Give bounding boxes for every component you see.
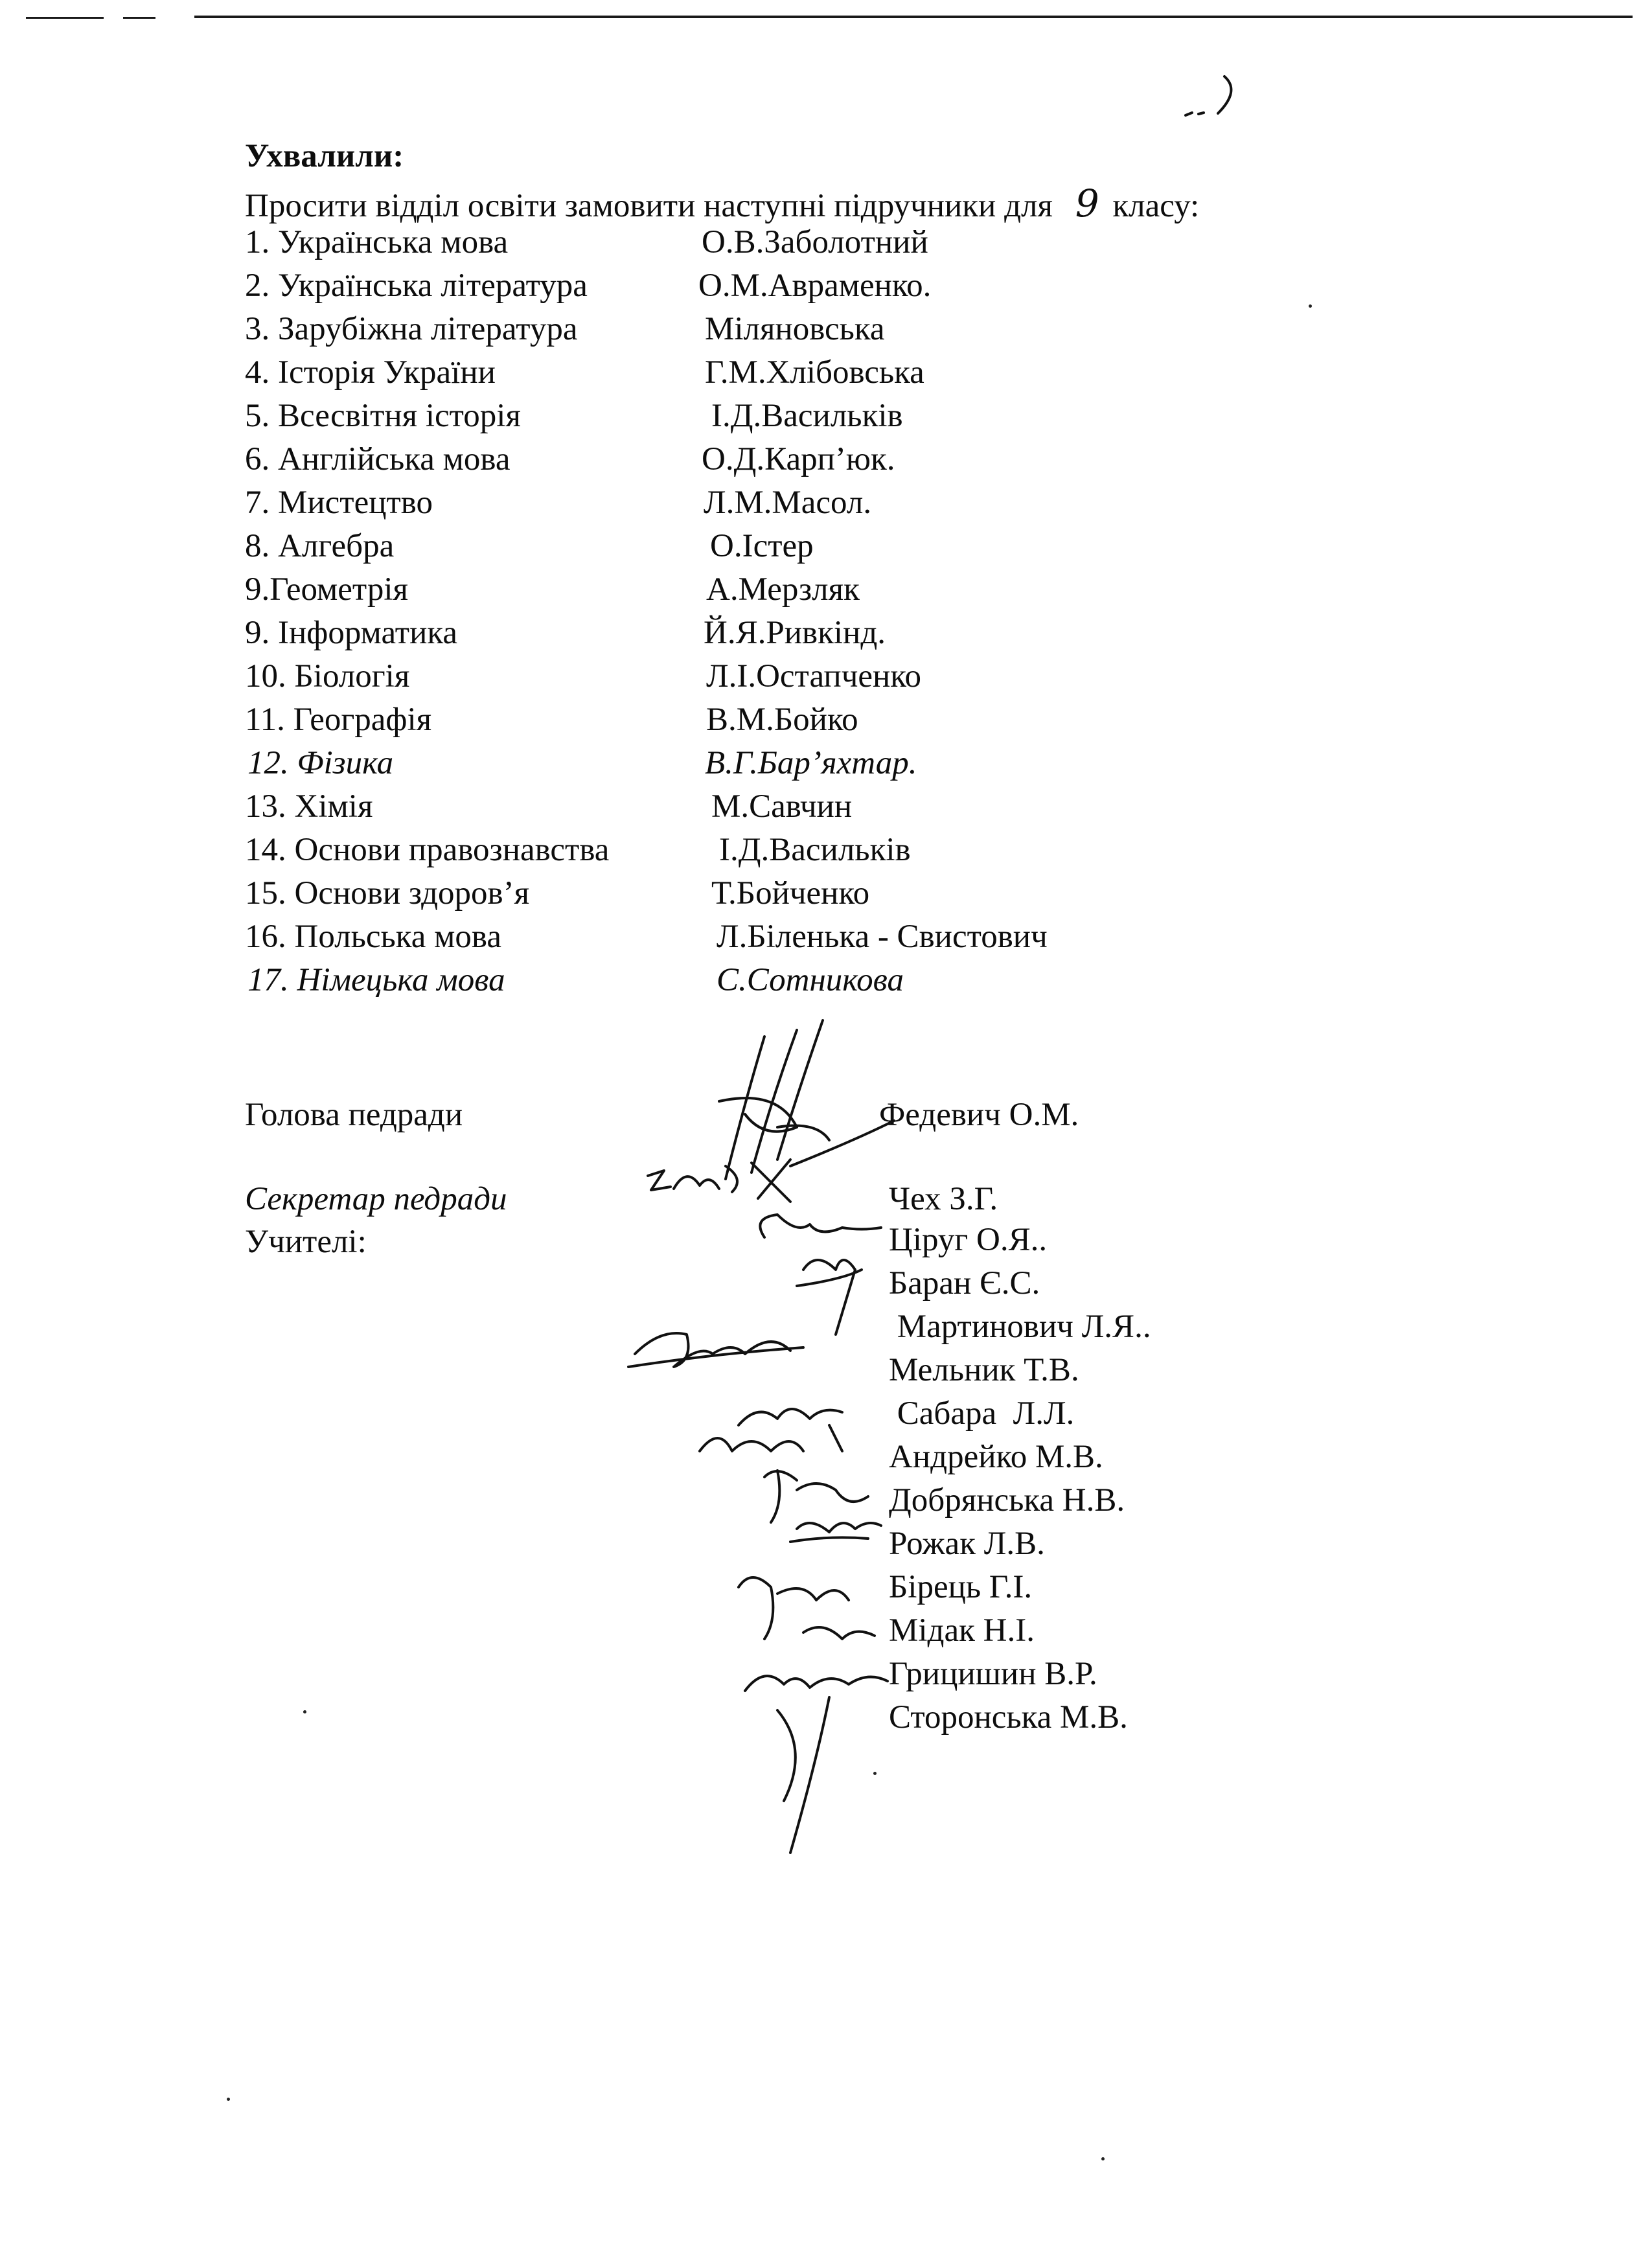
textbook-row bbox=[245, 267, 1152, 310]
textbook-row bbox=[245, 310, 1152, 354]
textbook-subject: 5. Всесвітня історія bbox=[245, 398, 521, 434]
textbook-subject: 9. Інформатика bbox=[245, 615, 458, 651]
teachers-list bbox=[889, 1221, 1151, 1742]
textbook-subject: 12. Фізика bbox=[247, 745, 394, 781]
textbook-author: С.Сотникова bbox=[717, 962, 904, 998]
textbook-author: Й.Я.Ривкінд. bbox=[704, 615, 886, 651]
textbook-author: Л.І.Остапченко bbox=[706, 658, 921, 694]
textbook-author: О.М.Авраменко. bbox=[698, 268, 932, 304]
textbook-row bbox=[245, 441, 1152, 484]
textbook-author: Т.Бойченко bbox=[711, 875, 870, 911]
textbook-subject: 6. Англійська мова bbox=[245, 441, 511, 477]
textbook-author: Г.М.Хлібовська bbox=[705, 354, 924, 391]
textbook-row bbox=[245, 571, 1152, 614]
teacher-name: Ціруг О.Я.. bbox=[889, 1222, 1048, 1258]
textbook-author: М.Савчин bbox=[711, 788, 853, 825]
textbook-row bbox=[245, 354, 1152, 397]
textbook-subject: 17. Німецька мова bbox=[247, 962, 505, 998]
teacher-name: Андрейко М.В. bbox=[889, 1439, 1103, 1475]
teacher-name: Бірець Г.І. bbox=[889, 1569, 1033, 1605]
textbook-row bbox=[245, 788, 1152, 831]
textbook-row bbox=[245, 223, 1152, 267]
textbook-row bbox=[245, 484, 1152, 527]
textbook-subject: 4. Історія України bbox=[245, 354, 496, 391]
textbook-author: О.Істер bbox=[710, 528, 814, 564]
textbook-row bbox=[245, 614, 1152, 658]
scan-speck bbox=[227, 2098, 230, 2101]
teacher-name: Мельник Т.В. bbox=[889, 1352, 1079, 1388]
textbook-subject: 10. Біологія bbox=[245, 658, 410, 694]
textbook-row bbox=[245, 397, 1152, 441]
teacher-signature bbox=[764, 1471, 868, 1522]
teacher-signature bbox=[628, 1333, 803, 1367]
teacher-name: Грицишин В.Р. bbox=[889, 1656, 1097, 1692]
teacher-name: Баран Є.С. bbox=[889, 1265, 1040, 1301]
intro-suffix: класу: bbox=[1112, 188, 1200, 224]
textbook-row bbox=[245, 658, 1152, 701]
textbook-row bbox=[245, 918, 1152, 961]
secretary-label: Секретар педради bbox=[245, 1181, 507, 1217]
textbook-subject: 3. Зарубіжна література bbox=[245, 311, 578, 347]
textbook-row bbox=[245, 831, 1152, 875]
textbook-list bbox=[245, 223, 1152, 1005]
textbook-row bbox=[245, 961, 1152, 1005]
scan-edge-line bbox=[194, 16, 1633, 18]
textbook-subject: 7. Мистецтво bbox=[245, 485, 433, 521]
teacher-signature bbox=[797, 1260, 862, 1334]
textbook-author: О.В.Заболотний bbox=[702, 224, 928, 260]
textbook-subject: 2. Українська література bbox=[245, 268, 588, 304]
corner-mark bbox=[1186, 76, 1231, 115]
textbook-subject: 15. Основи здоров’я bbox=[245, 875, 530, 911]
grade-handwritten: 9 bbox=[1075, 181, 1099, 225]
teacher-name: Сабара Л.Л. bbox=[889, 1395, 1075, 1432]
textbook-subject: 16. Польська мова bbox=[245, 919, 501, 955]
textbook-row bbox=[245, 875, 1152, 918]
scan-speck bbox=[1101, 2157, 1105, 2160]
teacher-signature bbox=[790, 1523, 881, 1542]
intro-text: Просити відділ освіти замовити наступні підручники для bbox=[245, 188, 1053, 224]
chair-signature bbox=[719, 1020, 894, 1179]
textbook-subject: 9.Геометрія bbox=[245, 571, 408, 608]
scan-speck bbox=[873, 1772, 877, 1775]
textbook-row bbox=[245, 527, 1152, 571]
teachers-label: Учителі: bbox=[245, 1224, 367, 1260]
textbook-author: В.Г.Бар’яхтар. bbox=[705, 745, 917, 781]
textbook-author: Міляновська bbox=[705, 311, 885, 347]
teacher-name: Добрянська Н.В. bbox=[889, 1482, 1125, 1518]
textbook-subject: 8. Алгебра bbox=[245, 528, 395, 564]
secretary-name: Чех З.Г. bbox=[889, 1181, 998, 1217]
decision-intro bbox=[245, 181, 1199, 225]
teacher-name: Мідак Н.І. bbox=[889, 1612, 1035, 1649]
scan-speck bbox=[1309, 304, 1312, 308]
textbook-subject: 14. Основи правознавства bbox=[245, 832, 610, 868]
textbook-author: Л.М.Масол. bbox=[704, 485, 872, 521]
chair-label: Голова педради bbox=[245, 1097, 463, 1133]
teacher-name: Рожак Л.В. bbox=[889, 1526, 1045, 1562]
textbook-author: І.Д.Васильків bbox=[719, 832, 911, 868]
teacher-signature bbox=[700, 1409, 842, 1451]
textbook-subject: 1. Українська мова bbox=[245, 224, 509, 260]
scan-edge-line bbox=[26, 17, 104, 19]
textbook-subject: 11. Географія bbox=[245, 702, 432, 738]
textbook-author: В.М.Бойко bbox=[706, 702, 858, 738]
scan-edge-line bbox=[123, 17, 155, 19]
textbook-subject: 13. Хімія bbox=[245, 788, 373, 825]
textbook-author: О.Д.Карп’юк. bbox=[702, 441, 895, 477]
textbook-author: Л.Біленька - Свистович bbox=[717, 919, 1048, 955]
textbook-author: А.Мерзляк bbox=[706, 571, 860, 608]
teacher-signature bbox=[739, 1577, 875, 1639]
textbook-author: І.Д.Васильків bbox=[711, 398, 903, 434]
teacher-signature bbox=[745, 1676, 888, 1853]
decision-heading: Ухвалили: bbox=[245, 138, 404, 174]
teacher-name: Сторонська М.В. bbox=[889, 1699, 1128, 1735]
teacher-signature bbox=[760, 1215, 881, 1237]
secretary-signature bbox=[648, 1160, 790, 1202]
teacher-name: Мартинович Л.Я.. bbox=[889, 1309, 1151, 1345]
scan-speck bbox=[303, 1710, 306, 1713]
textbook-row bbox=[245, 744, 1152, 788]
textbook-row bbox=[245, 701, 1152, 744]
chair-name: Федевич О.М. bbox=[879, 1097, 1079, 1133]
